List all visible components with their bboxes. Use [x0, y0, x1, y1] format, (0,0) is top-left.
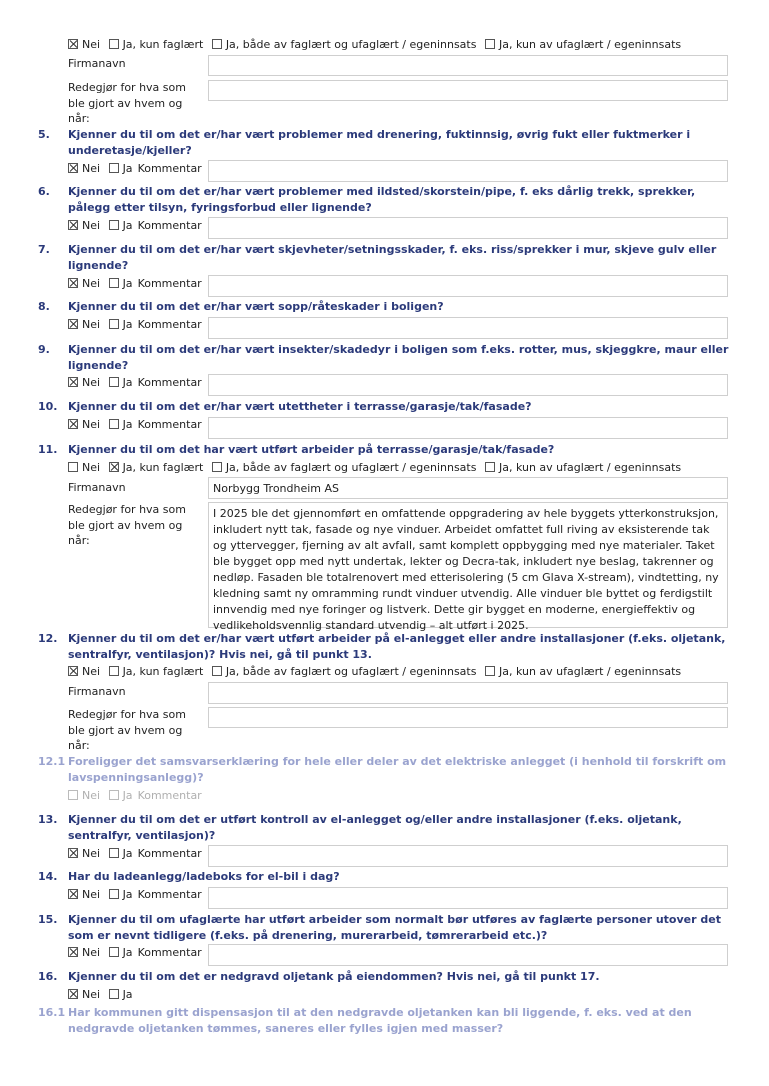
question-text: Kjenner du til om det har vært utført arbeider på terrasse/garasje/tak/fasade?	[68, 443, 555, 456]
question-text: Kjenner du til om det er/har vært insekter/skadedyr i boligen som f.eks. rotter, mus, skjeggkre, maur eller lignende?	[68, 343, 729, 372]
question-text: Kjenner du til om det er/har vært utettheter i terrasse/garasje/tak/fasade?	[68, 400, 532, 413]
checkbox-checked[interactable]	[68, 319, 78, 329]
question-number: 15.	[38, 913, 58, 926]
checkbox[interactable]	[109, 666, 119, 676]
checkbox[interactable]	[109, 947, 119, 957]
question-text: Har kommunen gitt dispensasjon til at den nedgravde oljetanken kan bli liggende, f. eks. ved at den nedgravde oljetanken tømmes, saneres eller fylles igjen med masser?	[68, 1006, 692, 1035]
q13-options: Nei Ja Kommentar	[68, 847, 202, 861]
q7-options: Nei Ja Kommentar	[68, 277, 202, 291]
checkbox-checked[interactable]	[68, 666, 78, 676]
checkbox-checked[interactable]	[68, 278, 78, 288]
checkbox-checked[interactable]	[68, 889, 78, 899]
checkbox[interactable]	[485, 39, 495, 49]
question-number: 5.	[38, 128, 50, 141]
q5-options: Nei Ja Kommentar	[68, 162, 202, 176]
q8-options: Nei Ja Kommentar	[68, 318, 202, 332]
question-text: Kjenner du til om det er utført kontroll av el-anlegget og/eller andre installasjoner (f.eks. oljetank, sentralfyr, ventilasjon)?	[68, 813, 682, 842]
q13-comment-field[interactable]	[208, 845, 728, 867]
question-text: Kjenner du til om det er/har vært sopp/råteskader i boligen?	[68, 300, 444, 313]
checkbox-checked[interactable]	[68, 848, 78, 858]
checkbox[interactable]	[109, 989, 119, 999]
checkbox[interactable]	[109, 419, 119, 429]
checkbox[interactable]	[109, 889, 119, 899]
question-number: 10.	[38, 400, 58, 413]
checkbox[interactable]	[212, 462, 222, 472]
q4-explain-field[interactable]	[208, 80, 728, 101]
checkbox-checked[interactable]	[68, 419, 78, 429]
q10-comment-field[interactable]	[208, 417, 728, 439]
checkbox[interactable]	[109, 848, 119, 858]
q11-firm-label: Firmanavn	[68, 481, 126, 494]
q10-options: Nei Ja Kommentar	[68, 418, 202, 432]
question-number: 9.	[38, 343, 50, 356]
checkbox-checked[interactable]	[68, 163, 78, 173]
q9-comment-field[interactable]	[208, 374, 728, 396]
checkbox[interactable]	[109, 39, 119, 49]
q6-options: Nei Ja Kommentar	[68, 219, 202, 233]
q12-1-options: Nei Ja Kommentar	[68, 789, 202, 803]
q5-comment-field[interactable]	[208, 160, 728, 182]
q8-comment-field[interactable]	[208, 317, 728, 339]
checkbox-checked[interactable]	[68, 989, 78, 999]
question-text: Foreligger det samsvarserklæring for hele eller deler av det elektriske anlegget (i henhold til forskrift om lavspenningsanlegg)?	[68, 755, 727, 784]
q4-options: Nei Ja, kun faglært Ja, både av faglært og ufaglært / egeninnsats Ja, kun av ufaglært / egeninnsats	[68, 38, 686, 52]
checkbox[interactable]	[109, 790, 119, 800]
checkbox-checked[interactable]	[68, 947, 78, 957]
q4-explain-label: Redegjør for hva som ble gjort av hvem og når:	[68, 81, 186, 125]
q11-firm-field[interactable]: Norbygg Trondheim AS	[208, 477, 728, 499]
question-number: 14.	[38, 870, 58, 883]
question-text: Kjenner du til om ufaglærte har utført arbeider som normalt bør utføres av faglærte personer utover det som er nevnt tidligere (f.eks. på drenering, murerarbeid, tømrerarbeid etc.)?	[68, 913, 721, 942]
question-number: 7.	[38, 243, 50, 256]
checkbox[interactable]	[109, 163, 119, 173]
question-text: Kjenner du til om det er/har vært skjevheter/setningsskader, f. eks. riss/sprekker i mur, skjeve gulv eller lignende?	[68, 243, 717, 272]
checkbox-checked[interactable]	[68, 377, 78, 387]
q14-comment-field[interactable]	[208, 887, 728, 909]
question-number: 6.	[38, 185, 50, 198]
q16-options: Nei Ja	[68, 988, 138, 1002]
q12-options: Nei Ja, kun faglært Ja, både av faglært og ufaglært / egeninnsats Ja, kun av ufaglært / egeninnsats	[68, 665, 686, 679]
question-number: 13.	[38, 813, 58, 826]
checkbox[interactable]	[109, 319, 119, 329]
question-text: Har du ladeanlegg/ladeboks for el-bil i dag?	[68, 870, 340, 883]
question-number: 16.	[38, 970, 58, 983]
question-number: 12.	[38, 632, 58, 645]
checkbox[interactable]	[68, 790, 78, 800]
q12-explain-field[interactable]	[208, 707, 728, 728]
q12-firm-label: Firmanavn	[68, 685, 126, 698]
checkbox-checked[interactable]	[109, 462, 119, 472]
question-number: 12.1	[38, 755, 66, 768]
q12-firm-field[interactable]	[208, 682, 728, 704]
q4-firm-label: Firmanavn	[68, 57, 126, 70]
checkbox[interactable]	[109, 278, 119, 288]
question-number: 16.1	[38, 1006, 66, 1019]
q9-options: Nei Ja Kommentar	[68, 376, 202, 390]
checkbox-checked[interactable]	[68, 220, 78, 230]
q11-options: Nei Ja, kun faglært Ja, både av faglært og ufaglært / egeninnsats Ja, kun av ufaglært / egeninnsats	[68, 461, 686, 475]
q15-options: Nei Ja Kommentar	[68, 946, 202, 960]
checkbox[interactable]	[212, 666, 222, 676]
checkbox[interactable]	[109, 220, 119, 230]
checkbox[interactable]	[212, 39, 222, 49]
checkbox[interactable]	[485, 462, 495, 472]
question-text: Kjenner du til om det er/har vært utført arbeider på el-anlegget eller andre installasjoner (f.eks. oljetank, sentralfyr, ventilasjon)? Hvis nei, gå til punkt 13.	[68, 632, 726, 661]
q6-comment-field[interactable]	[208, 217, 728, 239]
q11-explain-field[interactable]: I 2025 ble det gjennomført en omfattende oppgradering av hele byggets ytterkonstruksjon, inkludert nytt tak, fasade og nye vinduer. Arbeidet omfattet full riving av eksisterende tak og yttervegger, fjerning av alt avfall, samt komplett oppbygging med nye materialer. Taket ble bygget opp med nytt undertak, lekter og Decra-tak, inkludert nye beslag, takrenner og nedløp. Fasaden ble totalrenovert med etterisolering (5 cm Glava X-stream), vindtetting, ny kledning samt ny omramming rundt vinduer utvendig. Alle vinduer ble byttet og ferdigstilt innvendig med nye foringer og listverk. Dette gir bygget en moderne, energieffektiv og vedlikeholdsvennlig standard utvendig – alt utført i 2025.	[208, 502, 728, 628]
checkbox-checked[interactable]	[68, 39, 78, 49]
q4-firm-field[interactable]	[208, 55, 728, 76]
question-number: 8.	[38, 300, 50, 313]
q15-comment-field[interactable]	[208, 944, 728, 966]
q7-comment-field[interactable]	[208, 275, 728, 297]
q11-explain-label: Redegjør for hva som ble gjort av hvem og når:	[68, 503, 186, 547]
question-number: 11.	[38, 443, 58, 456]
question-text: Kjenner du til om det er/har vært problemer med drenering, fuktinnsig, øvrig fukt eller fuktmerker i underetasje/kjeller?	[68, 128, 691, 157]
question-text: Kjenner du til om det er nedgravd oljetank på eiendommen? Hvis nei, gå til punkt 17.	[68, 970, 600, 983]
question-text: Kjenner du til om det er/har vært problemer med ildsted/skorstein/pipe, f. eks dårlig trekk, sprekker, pålegg etter tilsyn, fyringsforbud eller lignende?	[68, 185, 696, 214]
q14-options: Nei Ja Kommentar	[68, 888, 202, 902]
q12-explain-label: Redegjør for hva som ble gjort av hvem og når:	[68, 708, 186, 752]
checkbox[interactable]	[485, 666, 495, 676]
checkbox[interactable]	[68, 462, 78, 472]
checkbox[interactable]	[109, 377, 119, 387]
